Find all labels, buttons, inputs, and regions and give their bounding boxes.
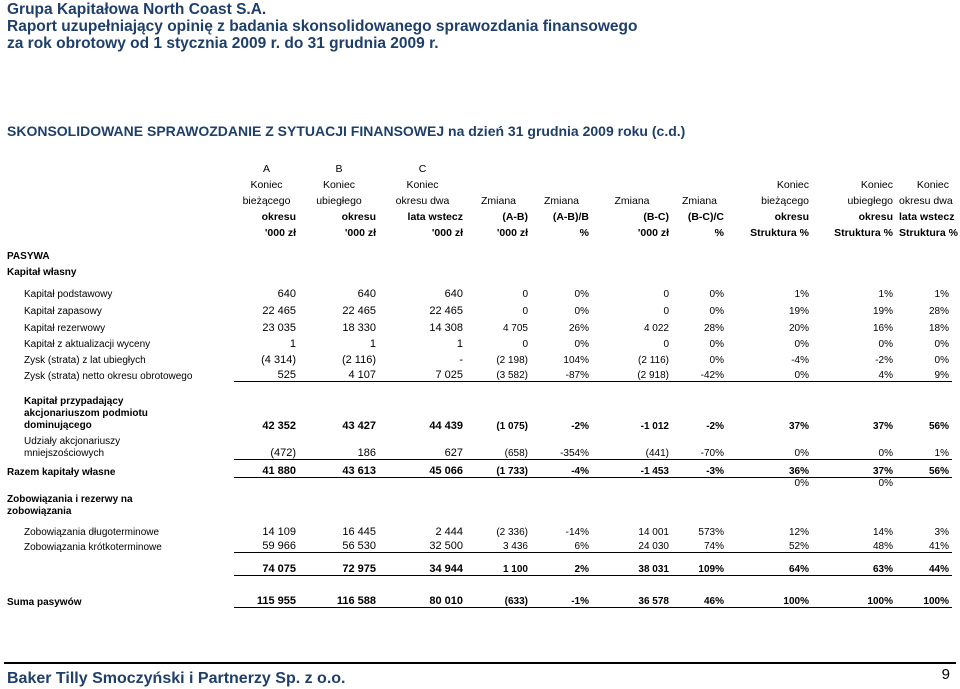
row-label: Zysk (strata) netto okresu obrotowego — [24, 370, 193, 382]
row-label: Kapitał zapasowy — [24, 306, 102, 317]
row-value: 19% — [872, 306, 893, 317]
row-value: (2 116) — [341, 354, 376, 366]
table-row — [4, 334, 952, 350]
row-value: 109% — [672, 553, 727, 576]
row-value: 0% — [794, 448, 809, 459]
row-value: 16 445 — [342, 526, 376, 538]
row-value — [531, 478, 592, 519]
row-value: 0% — [794, 478, 809, 489]
header-row-row2 — [4, 192, 952, 208]
header-row-row1 — [4, 176, 952, 192]
row-value — [672, 478, 727, 519]
spacer — [4, 576, 952, 593]
table-row — [4, 317, 952, 334]
row-value: (2 198) — [496, 355, 528, 366]
column-header: Struktura % — [750, 227, 809, 239]
row-value: 12% — [788, 527, 809, 538]
row-value: -87% — [531, 366, 592, 382]
row-value: 63% — [812, 553, 896, 576]
header-blank — [4, 224, 234, 240]
row-value: 64% — [727, 553, 812, 576]
row-value: 0% — [709, 306, 724, 317]
row-value: 4 022 — [643, 323, 669, 334]
row-value: 37% — [788, 421, 809, 432]
column-header: (A-B) — [502, 211, 528, 223]
row-value: 26% — [568, 323, 589, 334]
row-value: 0 — [522, 289, 528, 300]
row-label: Kapitał z aktualizacji wyceny — [24, 339, 151, 350]
row-value: -42% — [672, 366, 727, 382]
table-row — [4, 592, 952, 608]
header-blank — [4, 176, 234, 192]
column-header — [672, 160, 727, 176]
row-label: Suma pasywów — [7, 596, 82, 608]
row-value: 9% — [896, 366, 952, 382]
column-header: bieżącego — [242, 195, 291, 207]
column-header: Zmiana — [543, 195, 579, 207]
row-value: (2 116) — [638, 355, 669, 366]
column-header: '000 zł — [431, 227, 463, 239]
row-value: 18 330 — [342, 322, 376, 334]
equity-section-label-label: Kapitał własny — [7, 267, 77, 278]
row-value: 2 444 — [435, 526, 463, 538]
table-row — [4, 350, 952, 366]
column-header: Koniec — [776, 179, 809, 191]
report-title: Raport uzupełniający opinię z badania skonsolidowanego sprawozdania finansowego — [7, 18, 638, 35]
row-value: -1% — [531, 592, 592, 608]
row-value: 16% — [872, 323, 893, 334]
row-value: 186 — [357, 447, 376, 459]
column-header — [466, 160, 531, 176]
row-value: 100% — [896, 592, 952, 608]
row-value: 116 588 — [299, 592, 379, 608]
row-value: 0 — [663, 306, 669, 317]
column-header: Zmiana — [480, 195, 516, 207]
row-value: 0% — [794, 339, 809, 350]
row-value: 0% — [709, 339, 724, 350]
table-row — [4, 553, 952, 576]
row-value: 100% — [812, 592, 896, 608]
column-header: okresu — [341, 211, 376, 223]
row-value: -354% — [560, 448, 589, 459]
row-value: (1 075) — [496, 421, 528, 432]
row-value: 42 352 — [262, 420, 296, 432]
column-header: '000 zł — [344, 227, 376, 239]
table-row — [4, 300, 952, 317]
row-value: 52% — [727, 538, 812, 553]
row-value: 100% — [727, 592, 812, 608]
column-header: (A-B)/B — [552, 211, 589, 223]
row-value: 80 010 — [379, 592, 466, 608]
row-value: 1% — [794, 289, 809, 300]
row-value: 20% — [788, 323, 809, 334]
row-value: 44 439 — [429, 420, 463, 432]
row-value: 45 066 — [379, 460, 466, 478]
row-value: 1% — [934, 448, 949, 459]
row-value: - — [459, 354, 463, 366]
header-row-row3 — [4, 208, 952, 224]
row-label: Zobowiązania krótkoterminowe — [24, 541, 162, 553]
row-value: 104% — [563, 355, 589, 366]
row-value: 640 — [277, 288, 296, 300]
row-value: 48% — [812, 538, 896, 553]
column-header: '000 zł — [264, 227, 296, 239]
table-row — [4, 478, 952, 519]
column-header: % — [579, 227, 589, 239]
row-value — [592, 478, 672, 519]
column-header: '000 zł — [496, 227, 528, 239]
row-value: 24 030 — [592, 538, 672, 553]
column-header: ubiegłego — [316, 195, 362, 207]
column-header: A — [262, 163, 270, 175]
table-row — [4, 382, 952, 433]
row-value: 14% — [872, 527, 893, 538]
row-value: 0% — [574, 289, 589, 300]
column-header: okresu — [774, 211, 809, 223]
column-header: (B-C) — [643, 211, 669, 223]
balance-sheet-table — [4, 160, 958, 608]
row-label: Razem kapitały własne — [7, 466, 116, 478]
row-value: 28% — [928, 306, 949, 317]
column-header: B — [335, 163, 343, 175]
row-value: 3% — [934, 527, 949, 538]
row-value: 2% — [531, 553, 592, 576]
row-value: 32 500 — [379, 538, 466, 553]
row-value: 14 001 — [638, 527, 669, 538]
row-value: 22 465 — [262, 305, 296, 317]
row-value: -2% — [706, 421, 724, 432]
equity-section-label — [4, 262, 952, 278]
column-header: C — [418, 163, 427, 175]
row-label: Kapitał rezerwowy — [24, 323, 106, 334]
column-header: Struktura % — [899, 227, 958, 239]
row-value: (1 733) — [466, 460, 531, 478]
column-header: Koniec — [322, 179, 356, 191]
column-header — [812, 160, 896, 176]
row-value: (2 918) — [592, 366, 672, 382]
row-value: 627 — [444, 447, 463, 459]
column-header — [531, 160, 592, 176]
table-row — [4, 366, 952, 382]
row-label: Zobowiązania długoterminowe — [24, 527, 160, 538]
table-row — [4, 460, 952, 478]
row-value: 14 308 — [429, 322, 463, 334]
row-value — [466, 478, 531, 519]
row-value: (3 582) — [466, 366, 531, 382]
row-value: 0% — [574, 339, 589, 350]
row-value: 115 955 — [234, 592, 299, 608]
row-label: Zysk (strata) z lat ubiegłych — [24, 355, 146, 366]
row-value: 0% — [878, 478, 893, 489]
row-value: 56 530 — [299, 538, 379, 553]
row-value: 1 — [369, 338, 376, 350]
row-value: -70% — [700, 448, 724, 459]
column-header: bieżącego — [761, 195, 809, 207]
row-value: 0 — [663, 339, 669, 350]
row-label: Udziały akcjonariuszy mniejszościowych — [24, 435, 121, 459]
row-value: 573% — [698, 527, 724, 538]
row-value: 4% — [812, 366, 896, 382]
row-value: -4% — [791, 355, 809, 366]
row-value: 1 — [456, 338, 463, 350]
row-value: 41 880 — [234, 460, 299, 478]
column-header: lata wstecz — [407, 211, 463, 223]
row-value: 41% — [896, 538, 952, 553]
column-header: Koniec — [406, 179, 439, 191]
page-number: 9 — [941, 666, 950, 683]
row-value: 1 100 — [466, 553, 531, 576]
row-value: 3 436 — [466, 538, 531, 553]
header-row-letters — [4, 160, 952, 176]
company-name: Grupa Kapitałowa North Coast S.A. — [7, 1, 267, 18]
column-header: % — [714, 227, 724, 239]
column-header: okresu — [261, 211, 296, 223]
column-header — [896, 160, 952, 176]
row-value: -3% — [672, 460, 727, 478]
pasywa-label-label: PASYWA — [7, 251, 50, 262]
row-value: -2% — [875, 355, 893, 366]
row-value: (658) — [504, 448, 528, 459]
row-value: 0% — [709, 289, 724, 300]
row-value: 18% — [928, 323, 949, 334]
row-value: 1 — [289, 338, 296, 350]
row-value: (2 336) — [496, 527, 528, 538]
footer-divider — [4, 662, 956, 664]
row-value — [299, 478, 379, 519]
row-value: 640 — [357, 288, 376, 300]
row-label — [4, 553, 234, 576]
row-value: 44% — [896, 553, 952, 576]
row-value: 22 465 — [342, 305, 376, 317]
column-header — [592, 176, 672, 192]
header-blank — [4, 192, 234, 208]
row-value: 22 465 — [429, 305, 463, 317]
column-header: Zmiana — [681, 195, 717, 207]
row-value: 640 — [444, 288, 463, 300]
section-title: SKONSOLIDOWANE SPRAWOZDANIE Z SYTUACJI FINANSOWEJ na dzień 31 grudnia 2009 roku (c.d.) — [7, 123, 686, 139]
row-value: -2% — [571, 421, 589, 432]
column-header — [531, 176, 592, 192]
row-value — [234, 478, 299, 519]
row-value: (472) — [270, 447, 296, 459]
header-blank — [4, 208, 234, 224]
row-value: 72 975 — [299, 553, 379, 576]
table-row — [4, 432, 952, 460]
row-value: 0 — [522, 339, 528, 350]
row-value: 36% — [727, 460, 812, 478]
row-value: 34 944 — [379, 553, 466, 576]
row-value: -4% — [531, 460, 592, 478]
column-header: Koniec — [250, 179, 283, 191]
report-period: za rok obrotowy od 1 stycznia 2009 r. do 31 grudnia 2009 r. — [7, 35, 439, 52]
row-value: 0% — [934, 355, 949, 366]
table-row — [4, 278, 952, 300]
row-value: 4 705 — [502, 323, 528, 334]
row-value: 37% — [872, 421, 893, 432]
row-value: 23 035 — [262, 322, 296, 334]
row-value: 0 — [663, 289, 669, 300]
column-header: ubiegłego — [847, 195, 893, 207]
row-value: 43 613 — [299, 460, 379, 478]
row-value: 59 966 — [234, 538, 299, 553]
column-header: Zmiana — [614, 195, 650, 207]
column-header: lata wstecz — [899, 211, 955, 223]
row-value: 28% — [703, 323, 724, 334]
row-value: 14 109 — [262, 526, 296, 538]
row-value: 56% — [896, 460, 952, 478]
column-header: Struktura % — [834, 227, 893, 239]
row-value: 0% — [709, 355, 724, 366]
column-header: Koniec — [916, 179, 949, 191]
column-header — [466, 176, 531, 192]
row-value: 37% — [812, 460, 896, 478]
row-value: 19% — [788, 306, 809, 317]
column-header: (B-C)/C — [687, 211, 724, 223]
row-value: 0% — [878, 339, 893, 350]
row-value: 38 031 — [592, 553, 672, 576]
spacer-row — [4, 576, 952, 593]
row-label: Kapitał przypadający akcjonariuszom podmiotu dominującego — [24, 396, 148, 431]
row-value — [379, 478, 466, 519]
column-header — [727, 160, 812, 176]
row-value: 36 578 — [592, 592, 672, 608]
row-value: 74 075 — [234, 553, 299, 576]
row-value: -1 012 — [640, 421, 669, 432]
column-header: okresu — [858, 211, 893, 223]
row-value: 74% — [672, 538, 727, 553]
column-header: okresu dwa — [899, 195, 953, 207]
column-header — [592, 160, 672, 176]
header-row-row4 — [4, 224, 952, 240]
row-label: Zobowiązania i rezerwy na zobowiązania — [7, 494, 133, 517]
column-header: okresu dwa — [395, 195, 450, 207]
table-row — [4, 518, 952, 538]
row-value: (441) — [645, 448, 669, 459]
row-value: -14% — [565, 527, 589, 538]
row-value: 1% — [934, 289, 949, 300]
row-value: 43 427 — [342, 420, 376, 432]
pasywa-label — [4, 240, 952, 262]
row-value: 0% — [878, 448, 893, 459]
row-value: 6% — [531, 538, 592, 553]
row-label: Kapitał podstawowy — [24, 289, 113, 300]
footer-firm: Baker Tilly Smoczyński i Partnerzy Sp. z o.o. — [7, 670, 346, 687]
header-blank — [4, 160, 234, 176]
column-header — [672, 176, 727, 192]
row-value: 0% — [574, 306, 589, 317]
table-row — [4, 538, 952, 553]
row-value: (4 314) — [261, 354, 296, 366]
row-value: 0% — [934, 339, 949, 350]
row-value: 0 — [522, 306, 528, 317]
row-value: (633) — [466, 592, 531, 608]
row-value: -1 453 — [592, 460, 672, 478]
column-header: Koniec — [860, 179, 893, 191]
row-value: 4 107 — [299, 366, 379, 382]
column-header: '000 zł — [637, 227, 669, 239]
row-value: 56% — [928, 421, 949, 432]
row-value: 0% — [727, 366, 812, 382]
row-value: 1% — [878, 289, 893, 300]
row-value — [896, 478, 952, 519]
row-value: 7 025 — [379, 366, 466, 382]
row-value: 525 — [234, 366, 299, 382]
row-value: 46% — [672, 592, 727, 608]
